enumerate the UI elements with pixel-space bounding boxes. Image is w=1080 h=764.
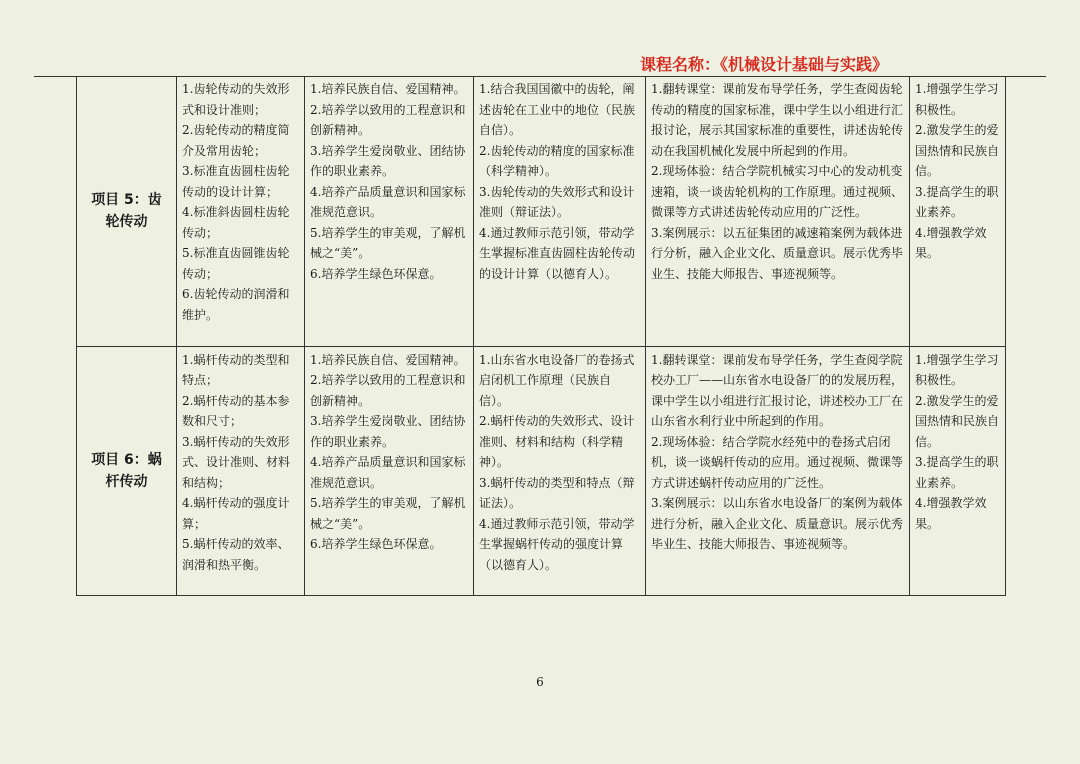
- list-item: 1.增强学生学习积极性。: [915, 82, 999, 117]
- list-item: 5.培养学生的审美观，了解机械之“美”。: [310, 225, 466, 260]
- list-item: 1.蜗杆传动的类型和特点；: [182, 352, 290, 387]
- list-item: 2.激发学生的爱国热情和民族自信。: [915, 123, 1000, 178]
- list-item: 3.标准直齿圆柱齿轮传动的设计计算；: [182, 164, 290, 199]
- list-item: 2.培养学以致用的工程意识和创新精神。: [310, 373, 466, 408]
- list-item: 2.齿轮传动的精度的国家标准（科学精神）。: [479, 143, 635, 178]
- methods-cell: [646, 76, 910, 346]
- list-item: 1.齿轮传动的失效形式和设计准则；: [182, 82, 290, 117]
- syllabus-table: [76, 76, 1006, 596]
- list-item: 3.培养学生爱岗敬业、团结协作的职业素养。: [310, 143, 466, 178]
- list-item: 4.通过教师示范引领，带动学生掌握标准直齿圆柱齿轮传动的设计计算（以德育人）。: [479, 225, 636, 281]
- knowledge-cell: [177, 76, 305, 346]
- effects-cell: [910, 346, 1006, 595]
- list-item: 3.提高学生的职业素养。: [915, 455, 999, 490]
- list-item: 3.蜗杆传动的失效形式、设计准则、材料和结构；: [182, 434, 291, 490]
- list-item: 4.培养产品质量意识和国家标准规范意识。: [310, 184, 466, 219]
- integration-points-cell: [474, 346, 646, 595]
- list-item: 5.蜗杆传动的效率、润滑和热平衡。: [182, 537, 290, 572]
- project-title-cell: [77, 346, 177, 595]
- list-item: 3.培养学生爱岗敬业、团结协作的职业素养。: [310, 414, 466, 449]
- list-item: 4.蜗杆传动的强度计算；: [182, 496, 290, 531]
- list-item: 1.培养民族自信、爱国精神。: [310, 352, 466, 367]
- list-item: 2.齿轮传动的精度简介及常用齿轮；: [182, 123, 290, 158]
- ideological-goals-cell: [305, 76, 474, 346]
- table-row: [77, 76, 1006, 346]
- list-item: 2.现场体验：结合学院机械实习中心的发动机变速箱，谈一谈齿轮机构的工作原理。通过视频、微课等方式讲述齿轮传动应用的广泛性。: [651, 164, 904, 219]
- list-item: 3.案例展示：以山东省水电设备厂的案例为载体进行分析，融入企业文化、质量意识。展示优秀毕业生、技能大师报告、事迹视频等。: [651, 496, 904, 551]
- project-title-cell: [77, 76, 177, 346]
- list-item: 6.培养学生绿色环保意。: [310, 537, 442, 551]
- project-title: 项目 5：齿轮传动: [91, 191, 162, 230]
- list-item: 2.蜗杆传动的基本参数和尺寸；: [182, 393, 290, 428]
- list-item: 1.结合我国国徽中的齿轮，阐述齿轮在工业中的地位（民族自信）。: [479, 82, 636, 137]
- list-item: 3.提高学生的职业素养。: [915, 184, 999, 219]
- list-item: 1.翻转课堂：课前发布导学任务，学生查阅齿轮传动的精度的国家标准，课中学生以小组进行汇报讨论，展示其国家标准的重要性，讲述齿轮传动在我国机械化发展中所起到的作用。: [651, 82, 904, 158]
- list-item: 1.山东省水电设备厂的卷扬式启闭机工作原理（民族自信）。: [479, 352, 635, 408]
- list-item: 6.齿轮传动的润滑和维护。: [182, 287, 290, 322]
- project-title: 项目 6：蜗杆传动: [91, 451, 162, 490]
- list-item: 6.培养学生绿色环保意。: [310, 266, 442, 281]
- knowledge-cell: [177, 346, 305, 595]
- list-item: 5.培养学生的审美观，了解机械之“美”。: [310, 496, 466, 531]
- list-item: 4.增强教学效果。: [915, 225, 987, 260]
- list-item: 1.增强学生学习积极性。: [915, 352, 999, 387]
- list-item: 4.培养产品质量意识和国家标准规范意识。: [310, 455, 466, 490]
- ideological-goals-cell: [305, 346, 474, 595]
- course-title: 课程名称：《机械设计基础与实践》: [640, 52, 888, 77]
- list-item: 4.增强教学效果。: [915, 496, 987, 531]
- list-item: 3.齿轮传动的失效形式和设计准则（辩证法）。: [479, 184, 635, 219]
- list-item: 2.培养学以致用的工程意识和创新精神。: [310, 102, 466, 137]
- list-item: 2.蜗杆传动的失效形式、设计准则、材料和结构（科学精神）。: [479, 414, 635, 469]
- list-item: 4.标准斜齿圆柱齿轮传动；: [182, 205, 290, 240]
- integration-points-cell: [474, 76, 646, 346]
- list-item: 1.培养民族自信、爱国精神。: [310, 82, 466, 96]
- list-item: 4.通过教师示范引领，带动学生掌握蜗杆传动的强度计算（以德育人）。: [479, 516, 635, 572]
- list-item: 2.激发学生的爱国热情和民族自信。: [915, 393, 1000, 449]
- page-number: 6: [536, 675, 544, 689]
- list-item: 5.标准直齿圆锥齿轮传动；: [182, 246, 290, 281]
- methods-cell: [646, 346, 910, 595]
- list-item: 2.现场体验：结合学院水经苑中的卷扬式启闭机，谈一谈蜗杆传动的应用。通过视频、微课等方式讲述蜗杆传动应用的广泛性。: [651, 434, 904, 490]
- list-item: 1.翻转课堂：课前发布导学任务，学生查阅学院校办工厂——山东省水电设备厂的的发展历程，课中学生以小组进行汇报讨论，讲述校办工厂在山东省水利行业中所起到的作用。: [651, 352, 904, 428]
- list-item: 3.案例展示：以五征集团的减速箱案例为载体进行分析，融入企业文化、质量意识。展示优秀毕业生、技能大师报告、事迹视频等。: [651, 225, 904, 281]
- table-row: [77, 346, 1006, 595]
- list-item: 3.蜗杆传动的类型和特点（辩证法）。: [479, 475, 635, 510]
- effects-cell: [910, 76, 1006, 346]
